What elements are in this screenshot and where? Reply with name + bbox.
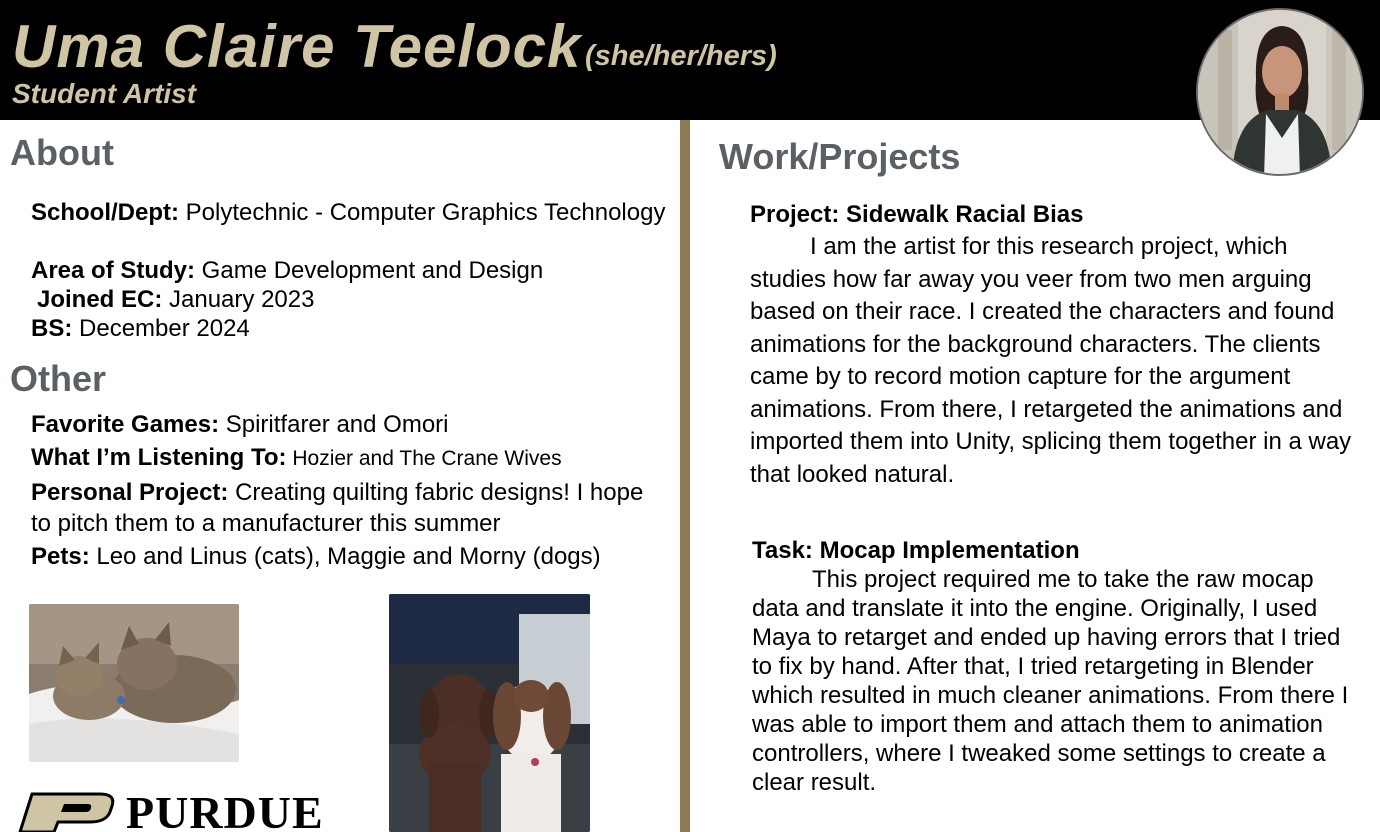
pets-label: Pets: xyxy=(31,543,90,570)
joined-ec-label: Joined EC: xyxy=(37,286,163,313)
person-name: Uma Claire Teelock xyxy=(12,13,582,80)
school-dept-line xyxy=(31,198,671,227)
bs-label: BS: xyxy=(31,315,73,342)
pronouns: (she/her/hers) xyxy=(585,40,777,72)
personal-project-line xyxy=(31,477,656,539)
dogs-photo xyxy=(389,594,590,832)
school-dept-value: Polytechnic - Computer Graphics Technology xyxy=(179,199,666,226)
favorite-games-line xyxy=(31,410,671,439)
task-heading: Task: Mocap Implementation xyxy=(752,537,1080,564)
header-banner xyxy=(0,0,1380,120)
joined-ec-value: January 2023 xyxy=(162,286,315,313)
purdue-logo-text: PURDUE xyxy=(126,787,324,832)
project-heading: Project: Sidewalk Racial Bias xyxy=(750,201,1084,228)
role-title: Student Artist xyxy=(12,78,197,109)
other-heading: Other xyxy=(10,358,107,399)
listening-line xyxy=(31,443,671,473)
area-of-study-value: Game Development and Design xyxy=(195,257,544,284)
personal-project-label: Personal Project: xyxy=(31,479,229,506)
area-of-study-line xyxy=(31,256,671,285)
task-description xyxy=(752,565,1364,797)
purdue-logo xyxy=(18,786,324,832)
joined-ec-line xyxy=(37,285,671,314)
listening-label: What I’m Listening To: xyxy=(31,444,287,471)
bs-line xyxy=(31,314,671,343)
cats-photo xyxy=(29,604,239,762)
school-dept-label: School/Dept: xyxy=(31,199,179,226)
area-of-study-label: Area of Study: xyxy=(31,257,196,284)
project-description xyxy=(750,231,1366,491)
profile-photo xyxy=(1196,8,1364,176)
task-description-text: This project required me to take the raw mocap data and translate it into the engine. Originally, I used Maya to retarget and ended up having errors that I tried to fix by hand. After that, I tried retargeting in Blender which resulted in much cleaner animations. From there I was able to import them and attach them to animation controllers, where I tweaked some settings to create a clear result. xyxy=(752,566,1349,796)
work-projects-heading: Work/Projects xyxy=(719,136,961,177)
pets-line xyxy=(31,541,601,572)
pets-value: Leo and Linus (cats), Maggie and Morny (dogs) xyxy=(89,543,601,570)
favorite-games-label: Favorite Games: xyxy=(31,411,220,438)
about-heading: About xyxy=(10,132,114,173)
purdue-p-icon xyxy=(18,792,116,832)
listening-value: Hozier and The Crane Wives xyxy=(286,447,562,470)
favorite-games-value: Spiritfarer and Omori xyxy=(219,411,449,438)
bs-value: December 2024 xyxy=(72,315,250,342)
column-divider xyxy=(680,120,690,832)
personal-project-value: Creating quilting fabric designs! I hope to pitch them to a manufacturer this summer xyxy=(31,479,644,537)
project-description-text: I am the artist for this research project, which studies how far away you veer from two men arguing based on their race. I created the characters and found animations for the background characters. The clients came by to record motion capture for the argument animations. From there, I retargeted the animations and imported them into Unity, splicing them together in a way that looked natural. xyxy=(750,233,1352,488)
